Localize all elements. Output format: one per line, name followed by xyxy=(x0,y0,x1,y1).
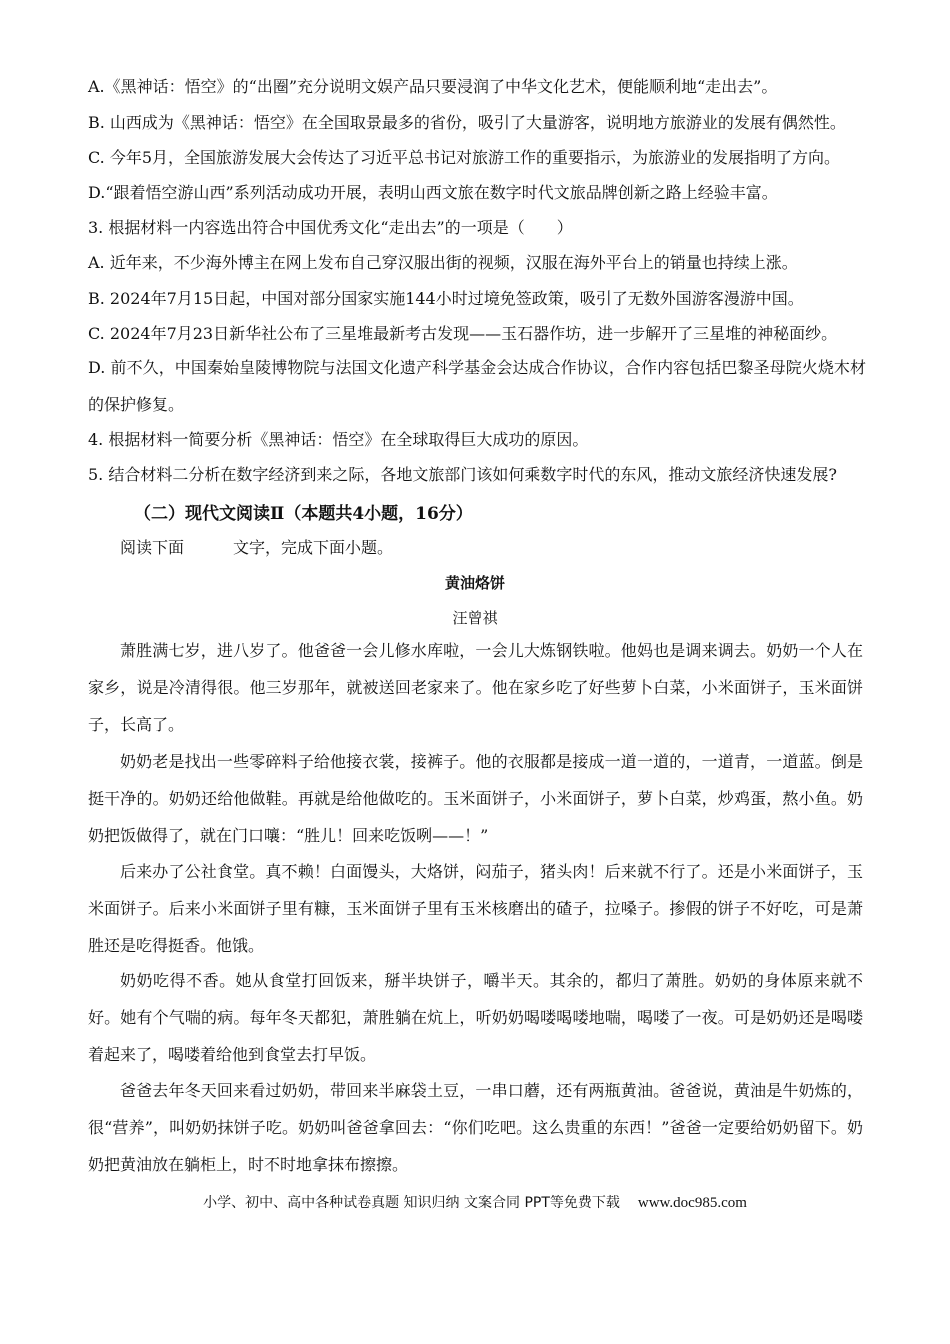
story-paragraph-3: 后来办了公社食堂。真不赖！白面馒头，大烙饼，闷茄子，猪头肉！后来就不行了。还是小米面饼子，玉米面饼子。后来小米面饼子里有糠，玉米面饼子里有玉米核磨出的碴子，拉嗓子。掺假的饼子不好吃，可是萧胜还是吃得挺香。他饿。 xyxy=(88,862,863,955)
q3-option-a: A. 近年来，不少海外博主在网上发布自己穿汉服出街的视频，汉服在海外平台上的销量也持续上涨。 xyxy=(88,253,798,272)
q3-option-d: D. 前不久，中国秦始皇陵博物院与法国文化遗产科学基金会达成合作协议，合作内容包括巴黎圣母院火烧木材的保护修复。 xyxy=(88,358,866,414)
footer xyxy=(0,1192,950,1212)
q3-stem: 3. 根据材料一内容选出符合中国优秀文化“走出去”的一项是（ ） xyxy=(88,218,573,237)
q2-option-c: C. 今年5月，全国旅游发展大会传达了习近平总书记对旅游工作的重要指示，为旅游业的发展指明了方向。 xyxy=(88,148,841,167)
q5: 5. 结合材料二分析在数字经济到来之际，各地文旅部门该如何乘数字时代的东风，推动文旅经济快速发展? xyxy=(88,465,837,484)
footer-site-link[interactable]: www.doc985.com xyxy=(637,1195,747,1211)
section-title: （二）现代文阅读Ⅱ（本题共4小题，16分） xyxy=(134,504,473,524)
q3-option-b: B. 2024年7月15日起，中国对部分国家实施144小时过境免签政策，吸引了无数外国游客漫游中国。 xyxy=(88,289,804,308)
story-title: 黄油烙饼 xyxy=(444,574,505,592)
q2-option-b: B. 山西成为《黑神话：悟空》在全国取景最多的省份，吸引了大量游客，说明地方旅游业的发展有偶然性。 xyxy=(88,113,846,132)
instruction-b: 文字，完成下面小题。 xyxy=(233,538,394,557)
footer-text: 小学、初中、高中各种试卷真题 知识归纳 文案合同 PPT等免费下载 xyxy=(203,1195,620,1211)
story-paragraph-2: 奶奶老是找出一些零碎料子给他接衣裳，接裤子。他的衣服都是接成一道一道的，一道青，一道蓝。倒是挺干净的。奶奶还给他做鞋。再就是给他做吃的。玉米面饼子，小米面饼子，萝卜白菜，炒鸡蛋，熬小鱼。奶奶把饭做得了，就在门口嚷：“胜儿！回来吃饭咧——！” xyxy=(88,752,863,845)
q2-option-a: A.《黑神话：悟空》的“出圈”充分说明文娱产品只要浸润了中华文化艺术，便能顺利地“走出去”。 xyxy=(88,77,778,96)
author: 汪曾祺 xyxy=(452,609,498,627)
q2-option-d: D.“跟着悟空游山西”系列活动成功开展，表明山西文旅在数字时代文旅品牌创新之路上经验丰富。 xyxy=(88,183,778,202)
story-paragraph-1: 萧胜满七岁，进八岁了。他爸爸一会儿修水库啦，一会儿大炼钢铁啦。他妈也是调来调去。奶奶一个人在家乡，说是冷清得很。他三岁那年，就被送回老家来了。他在家乡吃了好些萝卜白菜，小米面饼子，玉米面饼子，长高了。 xyxy=(88,641,863,734)
q4: 4. 根据材料一简要分析《黑神话：悟空》在全球取得巨大成功的原因。 xyxy=(88,430,589,449)
story-paragraph-5: 爸爸去年冬天回来看过奶奶，带回来半麻袋土豆，一串口蘑，还有两瓶黄油。爸爸说，黄油是牛奶炼的，很“营养”，叫奶奶抹饼子吃。奶奶叫爸爸拿回去：“你们吃吧。这么贵重的东西！”爸爸一定要给奶奶留下。奶奶把黄油放在躺柜上，时不时地拿抹布擦擦。 xyxy=(88,1081,863,1174)
q3-option-c: C. 2024年7月23日新华社公布了三星堆最新考古发现——玉石器作坊，进一步解开了三星堆的神秘面纱。 xyxy=(88,324,838,343)
instruction-a: 阅读下面 xyxy=(120,538,185,557)
story-paragraph-4: 奶奶吃得不香。她从食堂打回饭来，掰半块饼子，嚼半天。其余的，都归了萧胜。奶奶的身体原来就不好。她有个气喘的病。每年冬天都犯，萧胜躺在炕上，听奶奶喝喽喝喽地喘，喝喽了一夜。可是奶奶还是喝喽着起来了，喝喽着给他到食堂去打早饭。 xyxy=(88,971,863,1064)
